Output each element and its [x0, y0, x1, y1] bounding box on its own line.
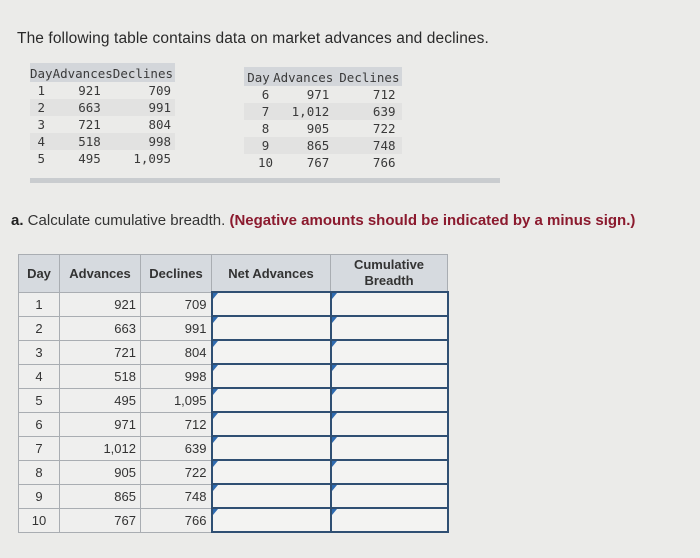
input-flag-icon — [213, 365, 218, 371]
day-cell: 3 — [37, 117, 46, 132]
advances-cell: 767 — [306, 155, 330, 170]
cumulative-breadth-cell — [331, 508, 448, 532]
given-row — [244, 120, 402, 137]
input-flag-icon — [332, 413, 337, 419]
advances-cell: 1,012 — [60, 436, 141, 460]
given-table-bottom-rule — [30, 178, 500, 183]
answer-table — [18, 254, 449, 533]
input-flag-icon — [332, 437, 337, 443]
cumulative-breadth-input-day-5[interactable] — [332, 390, 447, 410]
day-cell: 1 — [37, 83, 46, 98]
table-row — [19, 340, 448, 364]
day-cell: 8 — [261, 121, 270, 136]
declines-cell: 998 — [141, 364, 212, 388]
header-day: Day — [19, 255, 60, 293]
cumulative-breadth-cell — [331, 388, 448, 412]
header-net-advances: Net Advances — [212, 255, 331, 293]
cumulative-breadth-cell — [331, 292, 448, 316]
declines-cell: 748 — [339, 137, 401, 154]
day-cell: 10 — [19, 508, 60, 532]
day-cell: 6 — [261, 87, 270, 102]
declines-cell: 639 — [141, 436, 212, 460]
input-flag-icon — [332, 365, 337, 371]
advances-cell: 905 — [60, 460, 141, 484]
given-row — [30, 150, 175, 167]
advances-cell: 721 — [60, 340, 141, 364]
given-header-declines: Declines — [339, 67, 401, 86]
declines-cell: 709 — [148, 83, 172, 98]
input-flag-icon — [213, 317, 218, 323]
net-advances-input-day-5[interactable] — [213, 390, 330, 410]
given-row — [30, 99, 175, 116]
advances-cell: 518 — [53, 133, 113, 150]
cumulative-breadth-input-day-10[interactable] — [332, 510, 447, 530]
day-cell: 9 — [19, 484, 60, 508]
declines-cell: 1,095 — [141, 388, 212, 412]
cumulative-breadth-input-day-7[interactable] — [332, 438, 447, 458]
given-header-advances: Advances — [273, 67, 339, 86]
input-flag-icon — [332, 485, 337, 491]
table-row — [19, 436, 448, 460]
advances-cell: 495 — [60, 388, 141, 412]
given-table-days-6-10 — [244, 67, 402, 171]
intro-text: The following table contains data on market advances and declines. — [17, 30, 489, 47]
input-flag-icon — [332, 389, 337, 395]
net-advances-input-day-2[interactable] — [213, 318, 330, 338]
cumulative-breadth-cell — [331, 364, 448, 388]
day-cell: 9 — [244, 137, 273, 154]
day-cell: 5 — [37, 151, 46, 166]
net-advances-cell — [212, 412, 331, 436]
input-flag-icon — [332, 317, 337, 323]
day-cell: 7 — [244, 103, 273, 120]
declines-cell: 748 — [141, 484, 212, 508]
given-row — [244, 154, 402, 171]
declines-cell: 639 — [339, 103, 401, 120]
declines-cell: 712 — [141, 412, 212, 436]
table-row — [19, 484, 448, 508]
day-cell: 6 — [19, 412, 60, 436]
input-flag-icon — [213, 413, 218, 419]
declines-cell: 766 — [372, 155, 396, 170]
day-cell: 8 — [19, 460, 60, 484]
cumulative-breadth-cell — [331, 340, 448, 364]
advances-cell: 921 — [78, 83, 101, 98]
cumulative-breadth-cell — [331, 316, 448, 340]
declines-cell: 804 — [141, 340, 212, 364]
advances-cell: 865 — [60, 484, 141, 508]
table-row — [19, 292, 448, 316]
day-cell: 1 — [19, 292, 60, 316]
input-flag-icon — [213, 293, 218, 299]
cumulative-breadth-cell — [331, 484, 448, 508]
cumulative-breadth-input-day-8[interactable] — [332, 462, 447, 482]
input-flag-icon — [213, 509, 218, 515]
declines-cell: 709 — [141, 292, 212, 316]
question-label: a. — [11, 212, 24, 229]
net-advances-input-day-9[interactable] — [213, 486, 330, 506]
question-note: (Negative amounts should be indicated by a minus sign.) — [229, 212, 636, 229]
advances-cell: 663 — [53, 99, 113, 116]
header-cumulative-breadth: Cumulative Breadth — [331, 255, 448, 293]
day-cell: 2 — [30, 99, 53, 116]
advances-cell: 865 — [273, 137, 339, 154]
cumulative-breadth-input-day-4[interactable] — [332, 366, 447, 386]
given-header-day: Day — [244, 67, 273, 86]
net-advances-input-day-8[interactable] — [213, 462, 330, 482]
cumulative-breadth-cell — [331, 436, 448, 460]
table-row — [19, 412, 448, 436]
input-flag-icon — [213, 341, 218, 347]
given-header-day: Day — [30, 63, 53, 82]
net-advances-input-day-6[interactable] — [213, 414, 330, 434]
declines-cell: 722 — [372, 121, 396, 136]
input-flag-icon — [213, 461, 218, 467]
cumulative-breadth-input-day-2[interactable] — [332, 318, 447, 338]
table-row — [19, 316, 448, 340]
day-cell: 3 — [19, 340, 60, 364]
advances-cell: 721 — [78, 117, 101, 132]
question-text: Calculate cumulative breadth. — [23, 212, 230, 229]
net-advances-cell — [212, 460, 331, 484]
advances-cell: 767 — [60, 508, 141, 532]
declines-cell: 804 — [148, 117, 172, 132]
net-advances-cell — [212, 292, 331, 316]
input-flag-icon — [213, 485, 218, 491]
cumulative-breadth-input-day-9[interactable] — [332, 486, 447, 506]
given-header-advances: Advances — [53, 63, 113, 82]
header-declines: Declines — [141, 255, 212, 293]
net-advances-cell — [212, 340, 331, 364]
given-row — [244, 86, 402, 103]
cumulative-breadth-input-day-6[interactable] — [332, 414, 447, 434]
cumulative-breadth-cell — [331, 412, 448, 436]
net-advances-cell — [212, 364, 331, 388]
net-advances-input-day-3[interactable] — [213, 342, 330, 362]
cumulative-breadth-input-day-1[interactable] — [332, 294, 447, 314]
given-header-declines: Declines — [113, 63, 175, 82]
given-row — [30, 116, 175, 133]
table-row — [19, 460, 448, 484]
net-advances-cell — [212, 484, 331, 508]
net-advances-cell — [212, 436, 331, 460]
advances-cell: 921 — [60, 292, 141, 316]
question-prompt — [11, 212, 635, 229]
net-advances-input-day-1[interactable] — [213, 294, 330, 314]
day-cell: 2 — [19, 316, 60, 340]
day-cell: 7 — [19, 436, 60, 460]
cumulative-breadth-cell — [331, 460, 448, 484]
declines-cell: 991 — [113, 99, 175, 116]
net-advances-input-day-7[interactable] — [213, 438, 330, 458]
advances-cell: 495 — [78, 151, 101, 166]
day-cell: 4 — [30, 133, 53, 150]
declines-cell: 712 — [372, 87, 396, 102]
day-cell: 5 — [19, 388, 60, 412]
net-advances-cell — [212, 388, 331, 412]
cumulative-breadth-input-day-3[interactable] — [332, 342, 447, 362]
advances-cell: 971 — [60, 412, 141, 436]
declines-cell: 1,095 — [133, 151, 172, 166]
input-flag-icon — [332, 509, 337, 515]
net-advances-input-day-10[interactable] — [213, 510, 330, 530]
input-flag-icon — [213, 389, 218, 395]
table-row — [19, 364, 448, 388]
given-row — [244, 103, 402, 120]
input-flag-icon — [332, 293, 337, 299]
net-advances-cell — [212, 508, 331, 532]
net-advances-cell — [212, 316, 331, 340]
declines-cell: 991 — [141, 316, 212, 340]
advances-cell: 518 — [60, 364, 141, 388]
input-flag-icon — [213, 437, 218, 443]
advances-cell: 905 — [306, 121, 330, 136]
given-table-days-1-5 — [30, 63, 175, 167]
header-advances: Advances — [60, 255, 141, 293]
given-row — [30, 82, 175, 99]
given-row — [244, 137, 402, 154]
day-cell: 4 — [19, 364, 60, 388]
declines-cell: 766 — [141, 508, 212, 532]
table-row — [19, 388, 448, 412]
input-flag-icon — [332, 461, 337, 467]
declines-cell: 998 — [113, 133, 175, 150]
advances-cell: 663 — [60, 316, 141, 340]
advances-cell: 1,012 — [273, 103, 339, 120]
advances-cell: 971 — [306, 87, 330, 102]
net-advances-input-day-4[interactable] — [213, 366, 330, 386]
given-row — [30, 133, 175, 150]
declines-cell: 722 — [141, 460, 212, 484]
input-flag-icon — [332, 341, 337, 347]
table-row — [19, 508, 448, 532]
day-cell: 10 — [258, 155, 274, 170]
